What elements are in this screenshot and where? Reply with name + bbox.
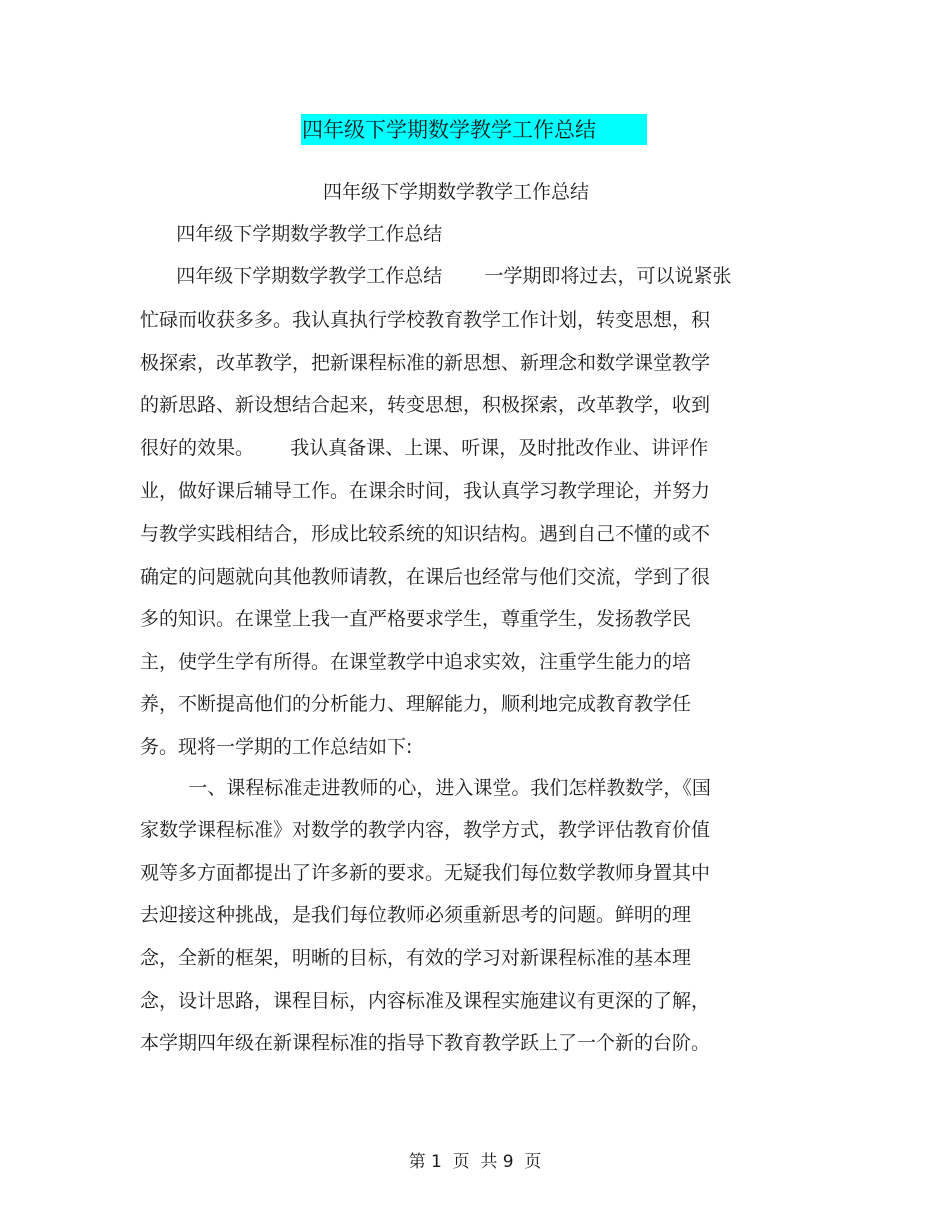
body-line: 养，不断提高他们的分析能力、理解能力，顺利地完成教育教学任 xyxy=(140,693,692,715)
page-footer: 第 1 页 共 9 页 xyxy=(408,1152,542,1172)
body-line: 忙碌而收获多多。我认真执行学校教育教学工作计划，转变思想，积 xyxy=(140,309,711,331)
document-subtitle: 四年级下学期数学教学工作总结 xyxy=(323,181,590,203)
body-line: 务。现将一学期的工作总结如下: xyxy=(140,736,413,758)
body-line: 业，做好课后辅导工作。在课余时间，我认真学习教学理论，并努力 xyxy=(140,480,711,502)
body-line: 去迎接这种挑战，是我们每位教师必须重新思考的问题。鲜明的理 xyxy=(140,904,692,926)
body-line: 念，全新的框架，明晰的目标，有效的学习对新课程标准的基本理 xyxy=(140,947,692,969)
body-line: 四年级下学期数学教学工作总结 一学期即将过去，可以说紧张 xyxy=(140,265,732,287)
body-line: 多的知识。在课堂上我一直严格要求学生，尊重学生，发扬教学民 xyxy=(140,608,692,630)
body-line: 与教学实践相结合，形成比较系统的知识结构。遇到自己不懂的或不 xyxy=(140,523,711,545)
body-line: 确定的问题就向其他教师请教，在课后也经常与他们交流，学到了很 xyxy=(140,566,711,588)
body-line: 四年级下学期数学教学工作总结 xyxy=(140,223,443,245)
body-line: 观等多方面都提出了许多新的要求。无疑我们每位数学教师身置其中 xyxy=(140,862,711,884)
document-title: 四年级下学期数学教学工作总结 xyxy=(302,118,596,142)
body-line: 主，使学生学有所得。在课堂教学中追求实效，注重学生能力的培 xyxy=(140,651,692,673)
body-line: 本学期四年级在新课程标准的指导下教育教学跃上了一个新的台阶。 xyxy=(140,1032,711,1054)
body-line: 家数学课程标准》对数学的教学内容，教学方式，教学评估教育价值 xyxy=(140,819,711,841)
body-line: 极探索，改革教学，把新课程标准的新思想、新理念和数学课堂教学 xyxy=(140,352,711,374)
body-line: 念，设计思路，课程目标，内容标准及课程实施建议有更深的了解， xyxy=(140,990,711,1012)
body-line: 一、课程标准走进教师的心，进入课堂。我们怎样教数学，《国 xyxy=(140,777,711,799)
body-line: 的新思路、新设想结合起来，转变思想，积极探索，改革教学，收到 xyxy=(140,394,711,416)
body-line: 很好的效果。 我认真备课、上课、听课，及时批改作业、讲评作 xyxy=(140,437,709,459)
